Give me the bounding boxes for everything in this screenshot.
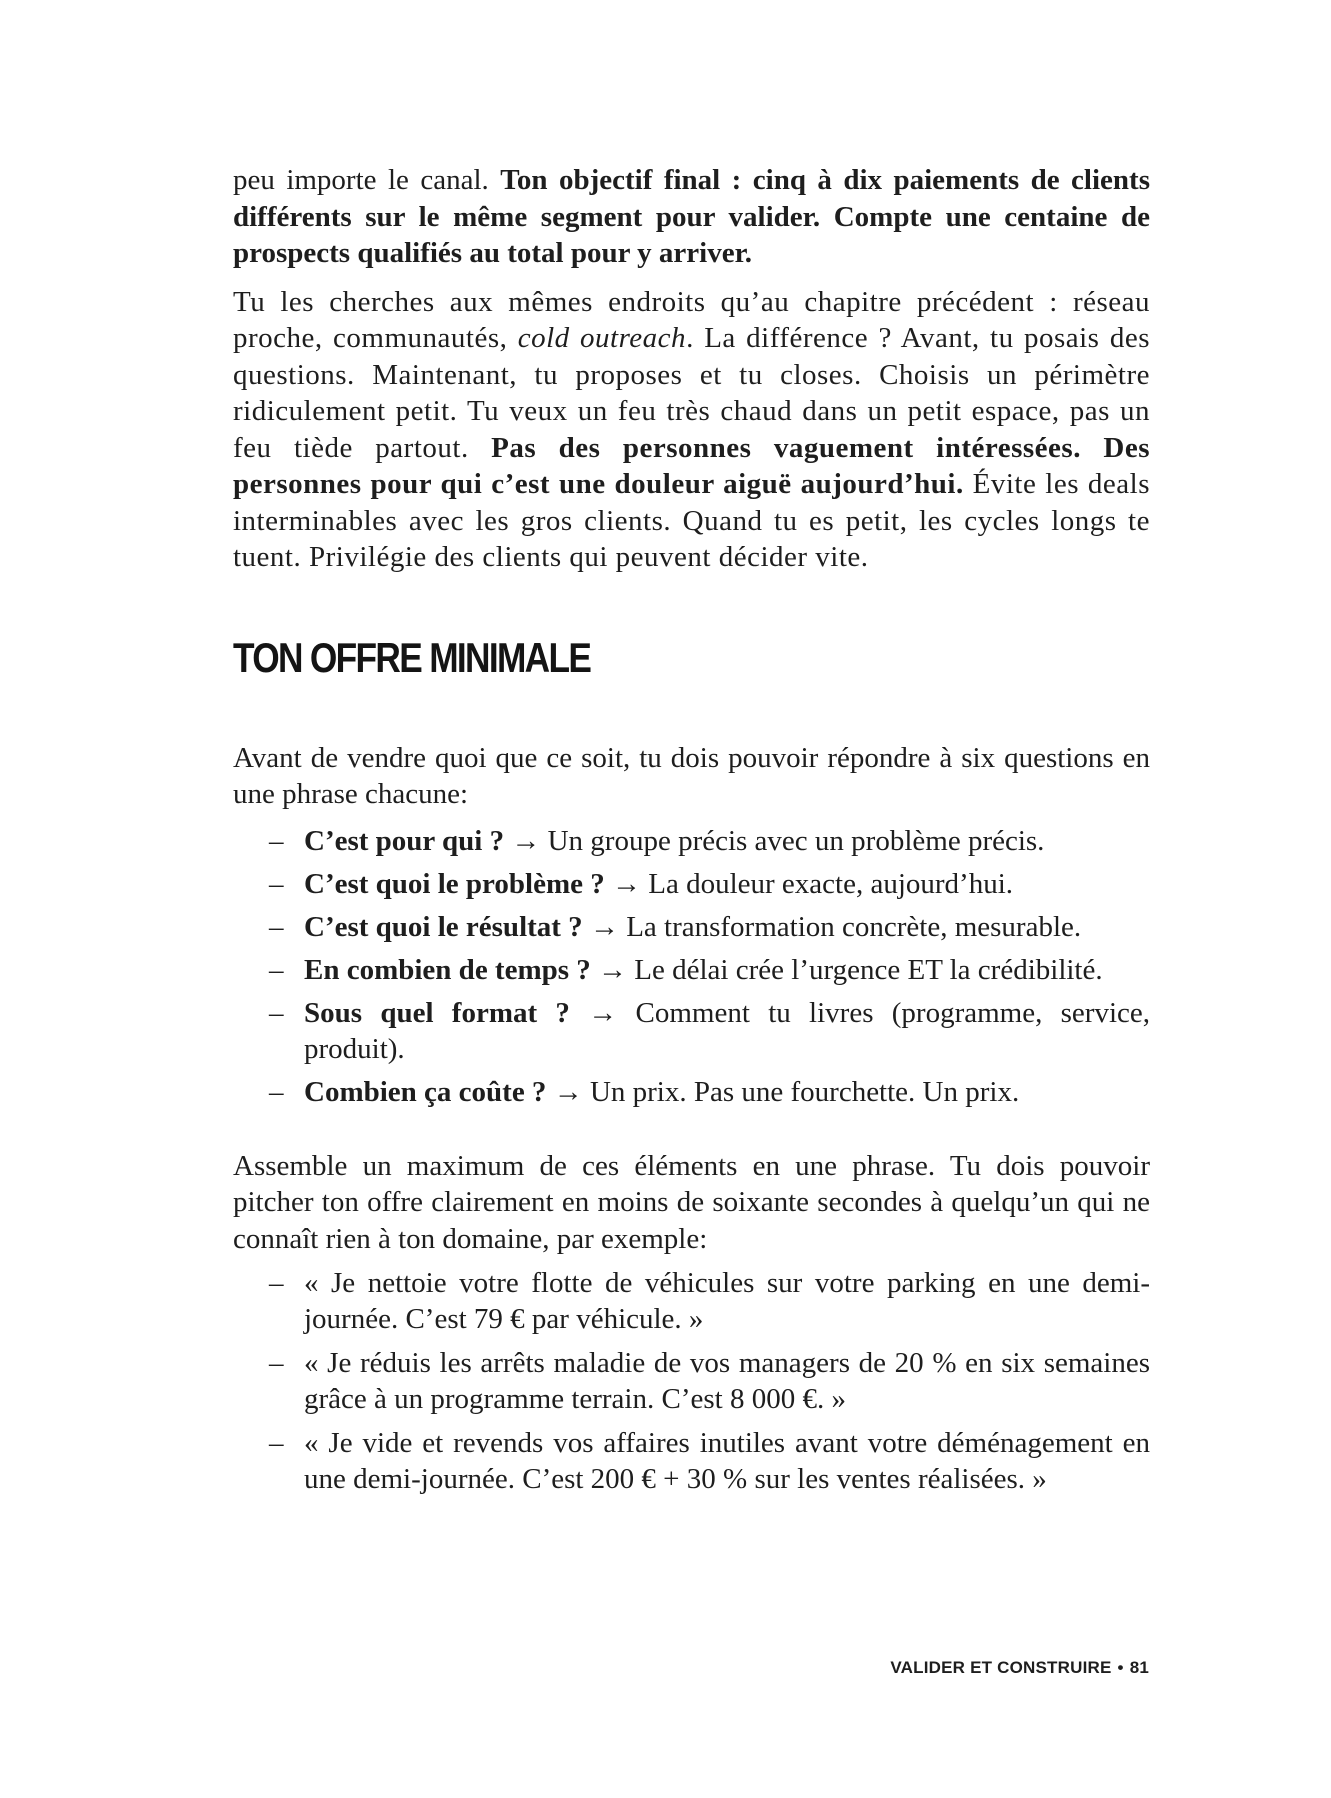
example-quote: « Je vide et revends vos affaires inutiles avant votre déménagement en une demi-journée. C’est 200 € + 30 % sur les ventes réalisées. » [304, 1427, 1150, 1495]
paragraph-assemble: Assemble un maximum de ces éléments en une phrase. Tu dois pouvoir pitcher ton offre clairement en moins de soixante secondes à quelqu’un qui ne connaît rien à ton domaine, par exemple: [233, 1149, 1150, 1255]
paragraph-prospects [233, 284, 1150, 576]
list-item [233, 909, 1150, 945]
footer-section-title: VALIDER ET CONSTRUIRE [890, 1658, 1112, 1677]
dash-bullet: – [269, 953, 284, 986]
answer-text: Le délai crée l’urgence ET la crédibilité. [634, 953, 1103, 986]
example-list [233, 1265, 1150, 1497]
example-quote: « Je nettoie votre flotte de véhicules sur votre parking en une demi-journée. C’est 79 € par véhicule. » [304, 1267, 1150, 1335]
arrow-icon: → [511, 824, 541, 857]
dash-bullet: – [269, 867, 284, 900]
question-label: C’est quoi le problème ? [304, 867, 605, 900]
dash-bullet: – [269, 996, 284, 1029]
list-item [233, 1074, 1150, 1110]
dash-bullet: – [269, 1427, 284, 1459]
arrow-icon: → [553, 1075, 583, 1108]
dash-bullet: – [269, 910, 284, 943]
list-item [233, 866, 1150, 902]
example-quote: « Je réduis les arrêts maladie de vos managers de 20 % en six semaines grâce à un programme terrain. C’est 8 000 €. » [304, 1347, 1150, 1415]
arrow-icon: → [611, 867, 641, 900]
paragraph-text: peu importe le canal. [233, 164, 501, 196]
paragraph-text: . La différence ? Avant, tu posais des questions. Maintenant, tu proposes et tu closes. Choisis un périmètre ridiculement petit. Tu veux un feu très chaud dans un petit espace, pas un feu tiède partout. [233, 322, 1150, 464]
answer-text: Un groupe précis avec un problème précis. [547, 824, 1045, 857]
page-content [233, 162, 1150, 1505]
page-number: 81 [1129, 1658, 1149, 1677]
dash-bullet: – [269, 1075, 284, 1108]
answer-text: Comment tu livres (programme, service, produit). [304, 996, 1150, 1065]
answer-text: La douleur exacte, aujourd’hui. [648, 867, 1013, 900]
list-item [233, 1425, 1150, 1497]
list-item [233, 823, 1150, 859]
dash-bullet: – [269, 824, 284, 857]
list-item [233, 995, 1150, 1067]
answer-text: La transformation concrète, mesurable. [626, 910, 1082, 943]
dash-bullet: – [269, 1347, 284, 1379]
question-label: C’est quoi le résultat ? [304, 910, 583, 943]
paragraph-intro: Avant de vendre quoi que ce soit, tu dois pouvoir répondre à six questions en une phrase chacune: [233, 741, 1150, 810]
bold-emphasis: Ton objectif final : cinq à dix paiements de clients différents sur le même segment pour valider. Compte une centaine de prospects qualifiés au total pour y arriver. [233, 164, 1150, 269]
arrow-icon: → [598, 953, 628, 986]
bold-emphasis: Pas des personnes vaguement intéressées. Des personnes pour qui c’est une douleur aiguë aujourd’hui. [233, 431, 1150, 500]
question-label: Combien ça coûte ? [304, 1075, 547, 1108]
dash-bullet: – [269, 1267, 284, 1299]
footer-separator: • [1117, 1658, 1124, 1677]
question-list [233, 823, 1150, 1110]
question-label: En combien de temps ? [304, 953, 591, 986]
answer-text: Un prix. Pas une fourchette. Un prix. [589, 1075, 1020, 1108]
paragraph-text: Évite les deals interminables avec les gros clients. Quand tu es petit, les cycles longs te tuent. Privilégie des clients qui peuvent décider vite. [233, 468, 1150, 573]
question-label: Sous quel format ? [304, 996, 570, 1029]
section-heading: TON OFFRE MINIMALE [233, 633, 591, 681]
list-item [233, 1265, 1150, 1337]
arrow-icon: → [588, 996, 618, 1029]
italic-term: cold outreach [517, 322, 687, 354]
running-footer [890, 1658, 1149, 1678]
arrow-icon: → [589, 910, 619, 943]
paragraph-objective [233, 162, 1150, 272]
paragraph-text: Tu les cherches aux mêmes endroits qu’au chapitre précédent : réseau proche, communautés, [233, 285, 1150, 354]
list-item [233, 1345, 1150, 1417]
list-item [233, 952, 1150, 988]
question-label: C’est pour qui ? [304, 824, 505, 857]
